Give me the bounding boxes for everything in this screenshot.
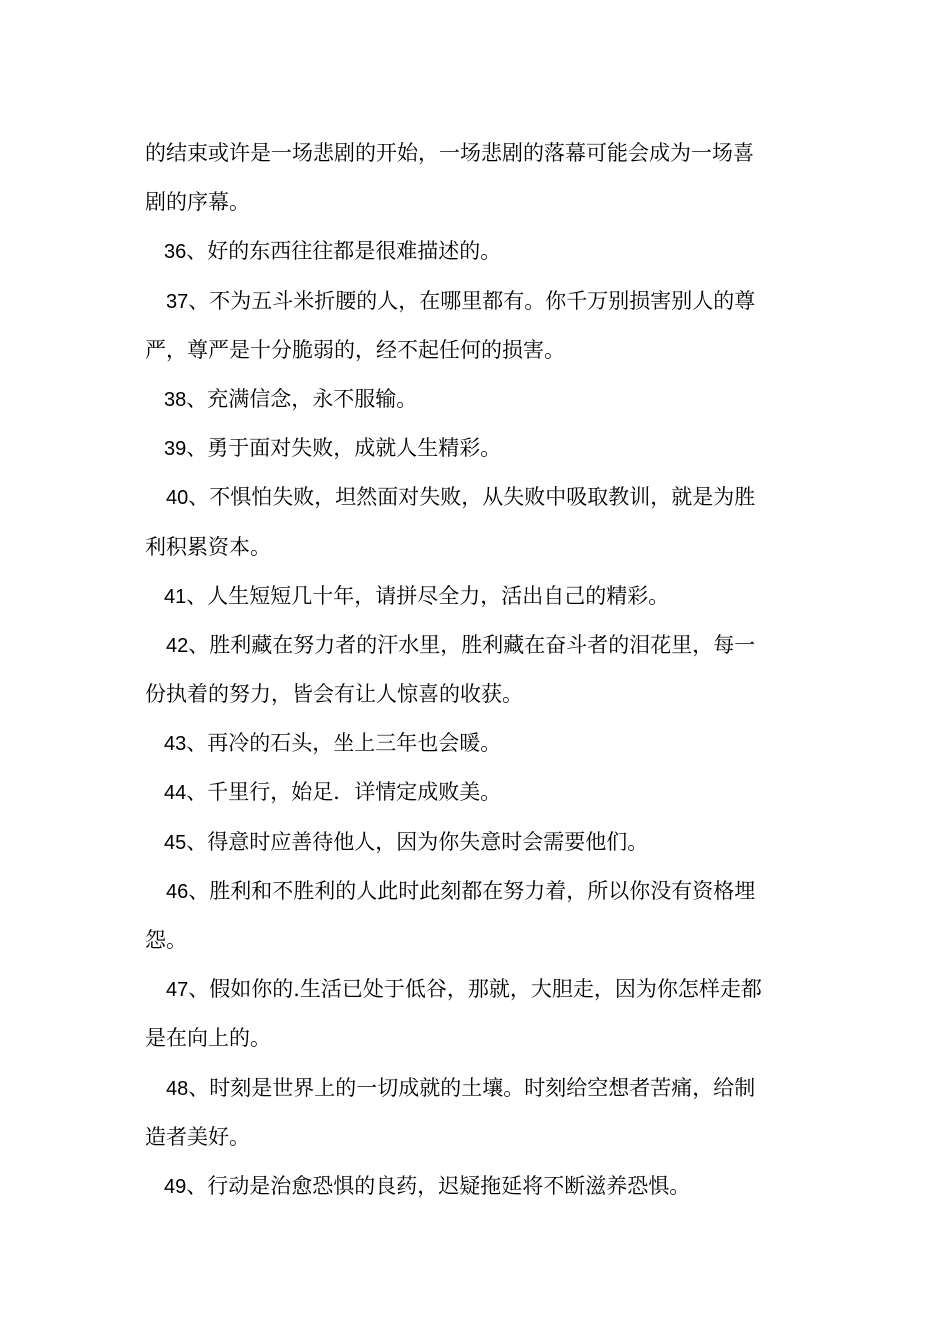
item-number: 43	[164, 733, 187, 756]
item-number: 41	[164, 585, 187, 608]
list-item-36	[145, 227, 810, 276]
list-item-45	[145, 818, 810, 867]
item-number: 46	[166, 880, 189, 903]
paragraph-line	[145, 670, 810, 719]
list-item-42	[145, 621, 810, 670]
item-number: 37	[166, 290, 189, 313]
paragraph-line	[145, 1014, 810, 1063]
line-text: 的结束或许是一场悲剧的开始，一场悲剧的落幕可能会成为一场喜	[145, 141, 754, 165]
line-text: 、假如你的.生活已处于低谷，那就，大胆走，因为你怎样走都	[188, 977, 762, 1002]
item-number: 49	[164, 1175, 187, 1198]
paragraph-line	[145, 178, 810, 227]
item-number: 36	[164, 241, 187, 264]
text-body	[145, 129, 810, 1211]
line-text: 、胜利藏在努力者的汗水里，胜利藏在奋斗者的泪花里，每一	[188, 632, 756, 657]
line-text: 利积累资本。	[145, 534, 271, 559]
item-number: 48	[166, 1077, 189, 1100]
item-number: 44	[164, 782, 187, 805]
line-text: 、人生短短几十年，请拼尽全力，活出自己的精彩。	[186, 583, 670, 608]
list-item-43	[145, 719, 810, 768]
list-item-49	[145, 1162, 810, 1211]
line-text: 、行动是治愈恐惧的良药，迟疑拖延将不断滋养恐惧。	[186, 1173, 691, 1198]
list-item-44	[145, 768, 810, 817]
line-text: 严，尊严是十分脆弱的，经不起任何的损害。	[145, 337, 565, 362]
item-number: 47	[166, 979, 189, 1002]
paragraph-line	[145, 523, 810, 572]
item-number: 39	[164, 438, 187, 461]
paragraph-line	[145, 129, 810, 178]
line-text: 、充满信念，永不服输。	[186, 386, 418, 411]
paragraph-line	[145, 1113, 810, 1162]
line-text: 、胜利和不胜利的人此时此刻都在努力着，所以你没有资格埋	[188, 878, 756, 903]
line-text: 、时刻是世界上的一切成就的土壤。时刻给空想者苦痛，给制	[188, 1075, 756, 1100]
item-number: 45	[164, 831, 187, 854]
line-text: 、千里行，始足．详情定成败美。	[186, 780, 502, 805]
line-text: 造者美好。	[145, 1124, 250, 1149]
list-item-40	[145, 473, 810, 522]
paragraph-line	[145, 916, 810, 965]
list-item-38	[145, 375, 810, 424]
line-text: 剧的序幕。	[145, 190, 250, 215]
list-item-47	[145, 965, 810, 1014]
line-text: 怨。	[145, 928, 187, 952]
line-text: 、好的东西往往都是很难描述的。	[186, 239, 502, 264]
list-item-48	[145, 1064, 810, 1113]
list-item-39	[145, 424, 810, 473]
line-text: 、再冷的石头，坐上三年也会暖。	[186, 731, 502, 756]
line-text: 、得意时应善待他人，因为你失意时会需要他们。	[186, 829, 649, 854]
paragraph-line	[145, 326, 810, 375]
line-text: 、不为五斗米折腰的人，在哪里都有。你千万别损害别人的尊	[188, 288, 756, 313]
item-number: 38	[164, 388, 187, 411]
line-text: 、勇于面对失败，成就人生精彩。	[186, 436, 502, 461]
list-item-46	[145, 867, 810, 916]
line-text: 、不惧怕失败，坦然面对失败，从失败中吸取教训，就是为胜	[188, 485, 756, 510]
list-item-37	[145, 277, 810, 326]
item-number: 42	[166, 634, 189, 657]
line-text: 份执着的努力，皆会有让人惊喜的收获。	[145, 682, 523, 707]
line-text: 是在向上的。	[145, 1026, 271, 1051]
list-item-41	[145, 572, 810, 621]
item-number: 40	[166, 487, 189, 510]
